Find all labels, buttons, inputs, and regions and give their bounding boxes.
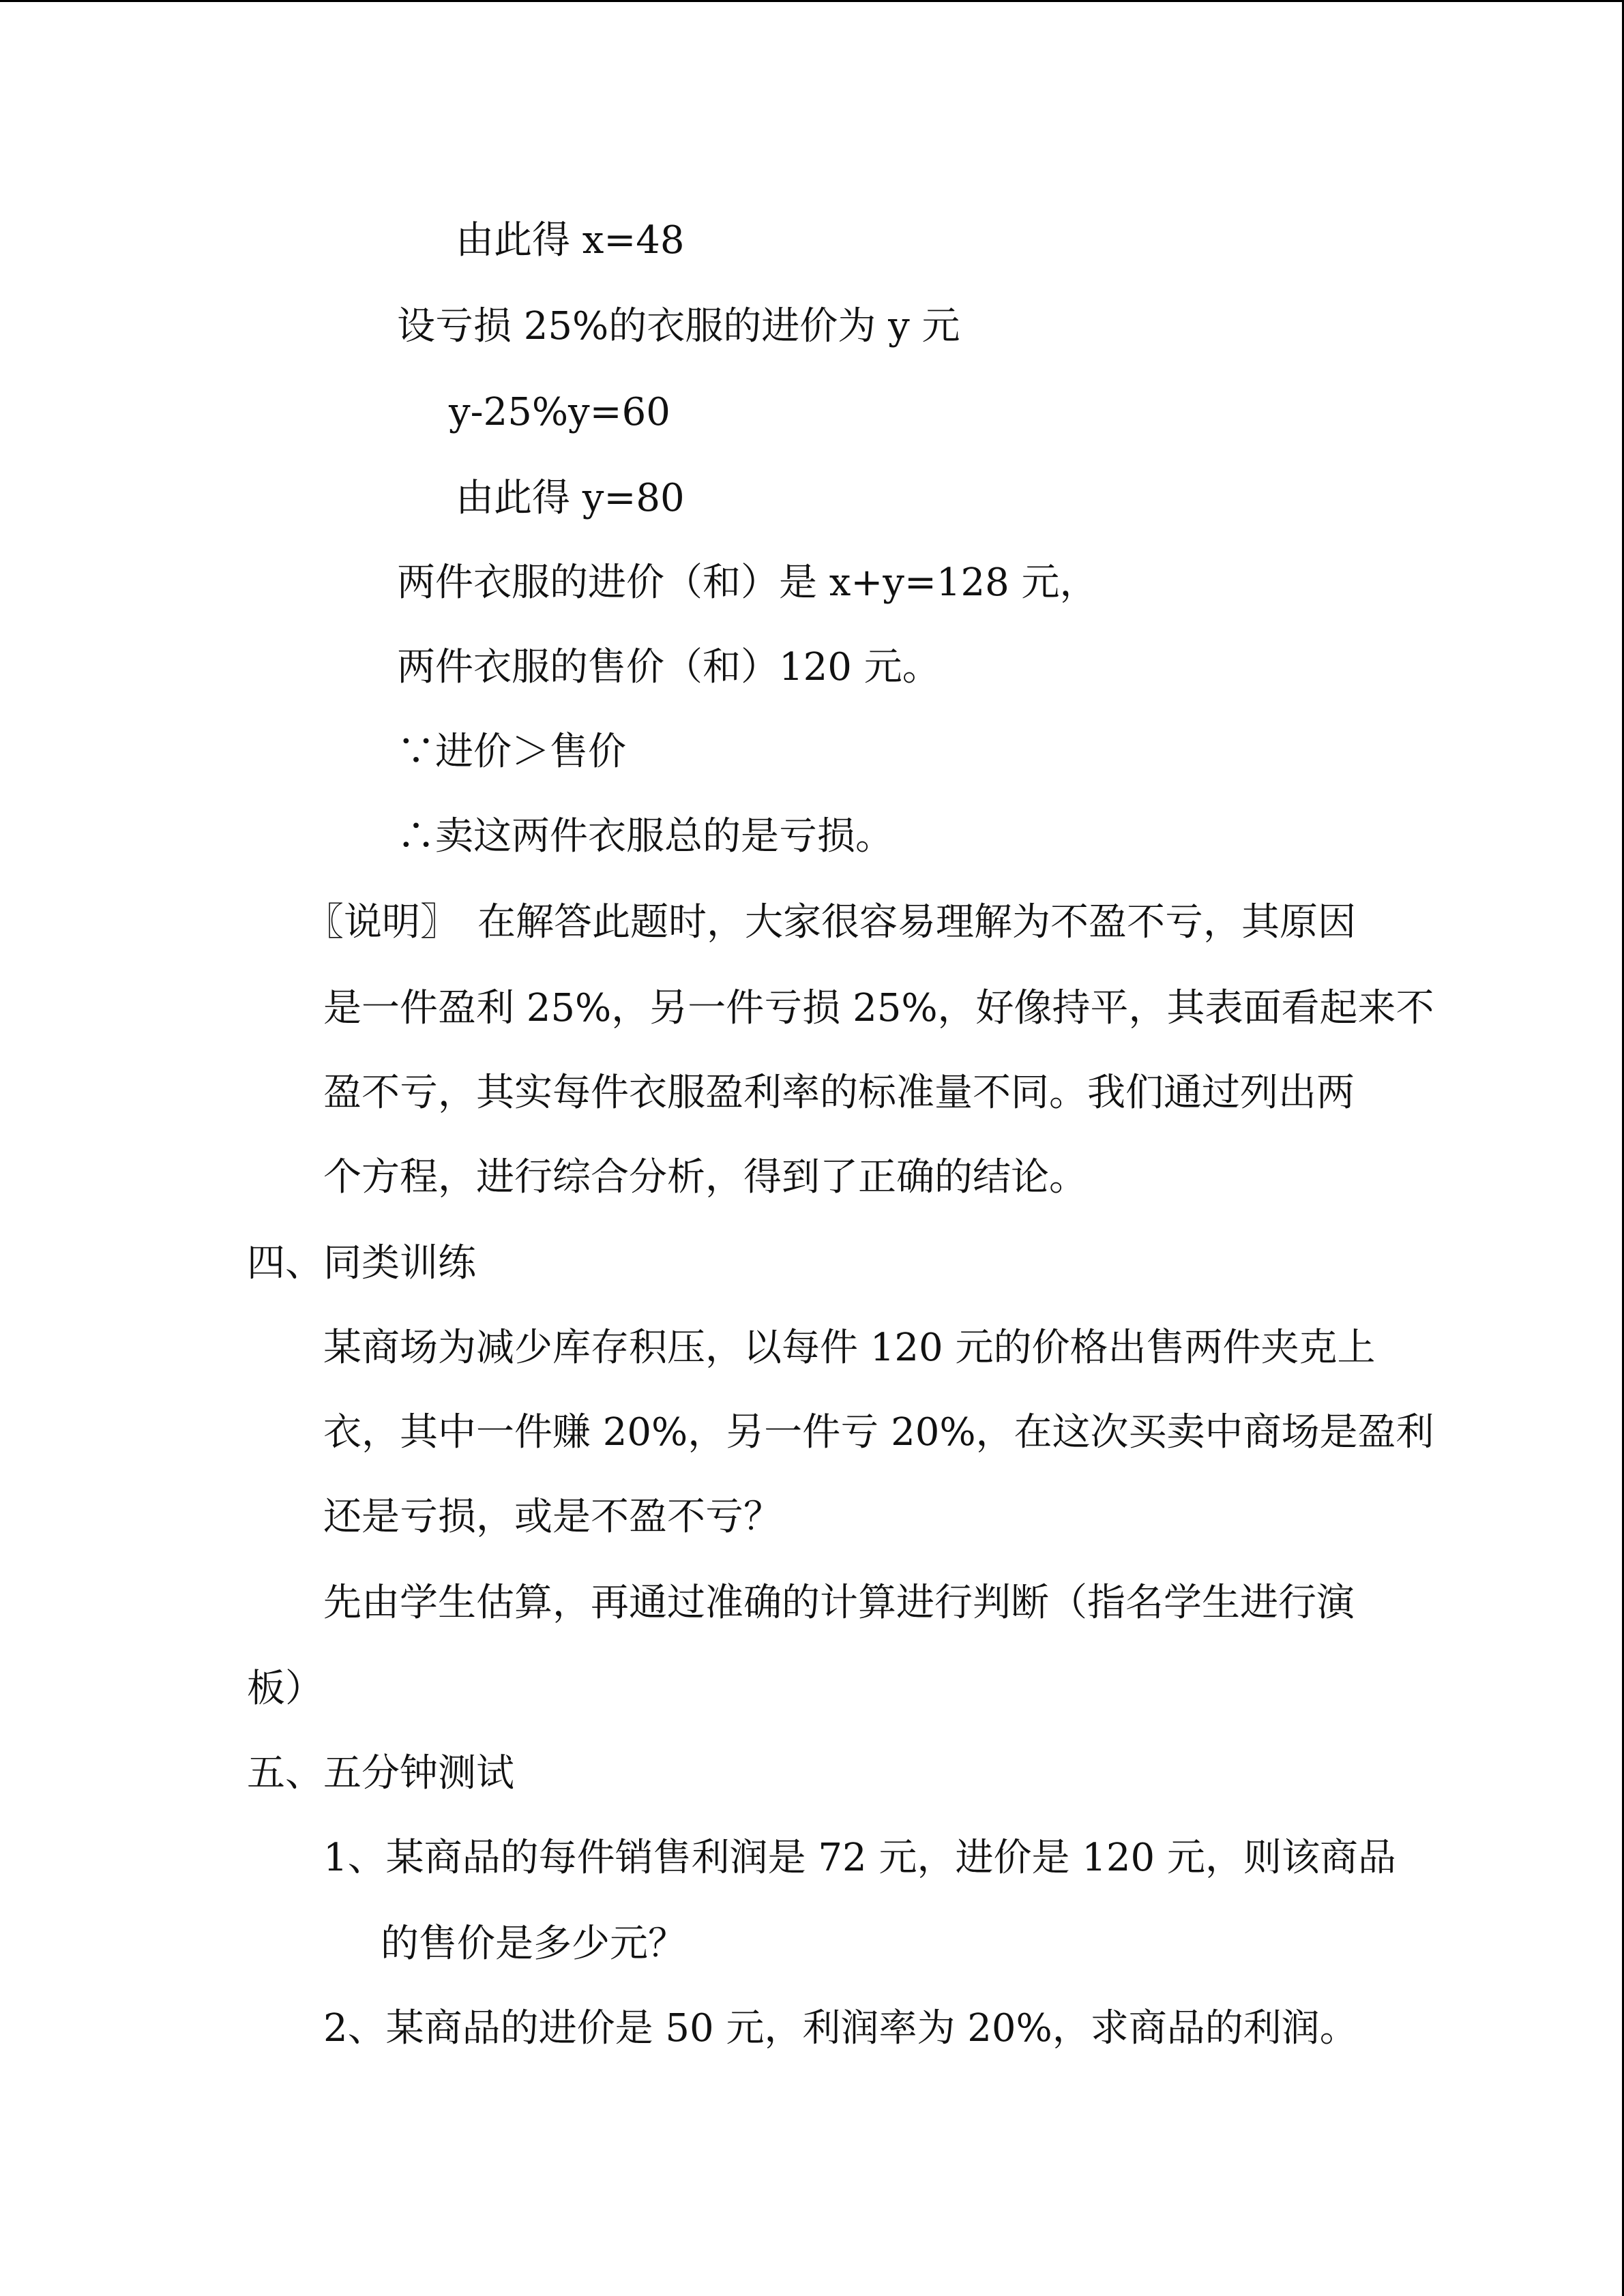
- section-heading-practice: 四、同类训练: [247, 1241, 476, 1285]
- solution-line-price-sum: 两件衣服的售价（和）120 元。: [397, 645, 941, 689]
- solution-line-let-y: 设亏损 25%的衣服的进价为 y 元: [397, 304, 960, 348]
- practice-line-4: 先由学生估算，再通过准确的计算进行判断（指名学生进行演: [323, 1581, 1355, 1625]
- explanation-line-1: 〖说明〗 在解答此题时，大家很容易理解为不盈不亏，其原因: [306, 900, 1356, 944]
- section-heading-test: 五、五分钟测试: [247, 1751, 514, 1795]
- practice-line-2: 衣，其中一件赚 20%，另一件亏 20%，在这次买卖中商场是盈利: [323, 1410, 1434, 1455]
- test-question-1-line-1: 1、某商品的每件销售利润是 72 元，进价是 120 元，则该商品: [323, 1836, 1396, 1880]
- explanation-line-2: 是一件盈利 25%，另一件亏损 25%，好像持平，其表面看起来不: [323, 986, 1434, 1030]
- practice-line-3: 还是亏损，或是不盈不亏？: [323, 1495, 782, 1539]
- solution-line-therefore: ∴卖这两件衣服总的是亏损。: [397, 814, 894, 859]
- solution-line-y-result: 由此得 y=80: [456, 476, 685, 520]
- solution-line-cost-sum: 两件衣服的进价（和）是 x+y=128 元，: [397, 561, 1098, 605]
- explanation-line-3: 盈不亏，其实每件衣服盈利率的标准量不同。我们通过列出两: [323, 1071, 1355, 1115]
- practice-line-1: 某商场为减少库存积压，以每件 120 元的价格出售两件夹克上: [323, 1326, 1376, 1370]
- explanation-line-4: 个方程，进行综合分析，得到了正确的结论。: [323, 1155, 1087, 1199]
- solution-line-equation-y: y-25%y=60: [449, 390, 670, 434]
- solution-line-x-result: 由此得 x=48: [456, 218, 685, 263]
- test-question-2: 2、某商品的进价是 50 元，利润率为 20%，求商品的利润。: [323, 2006, 1358, 2051]
- test-question-1-line-2: 的售价是多少元？: [381, 1922, 686, 1966]
- practice-line-5: 板）: [247, 1667, 323, 1711]
- solution-line-because: ∵进价＞售价: [397, 730, 626, 774]
